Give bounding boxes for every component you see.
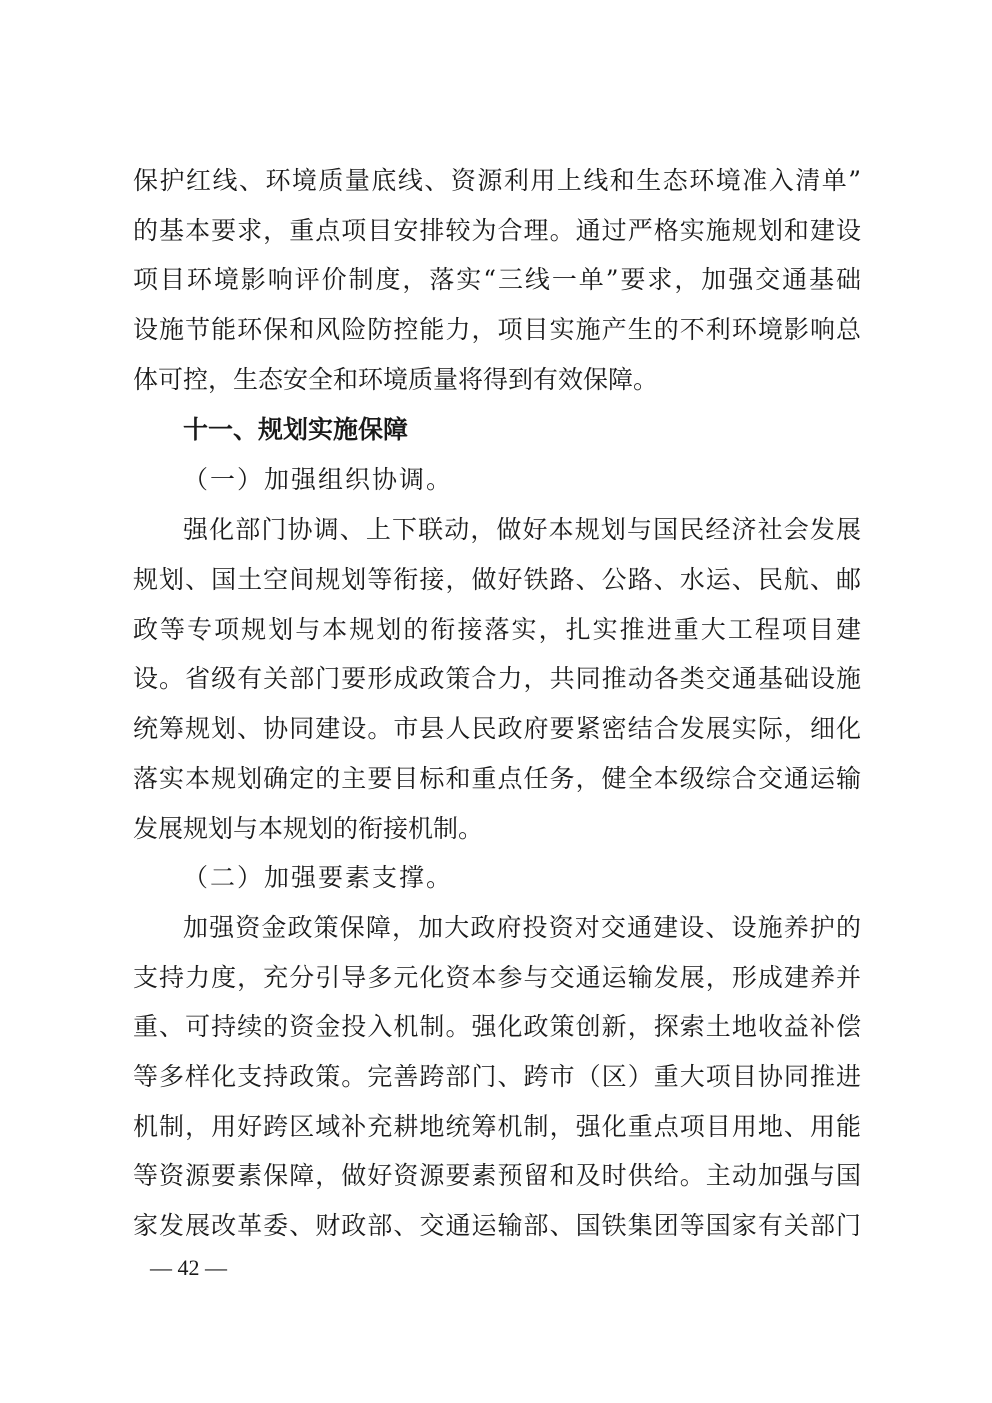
page-number: — 42 — [150,1255,227,1280]
subsection-2-line-2: 支持力度，充分引导多元化资本参与交通运输发展，形成建养并 [133,963,861,992]
subsection-2-line-3: 重、可持续的资金投入机制。强化政策创新，探索土地收益补偿 [133,1012,861,1041]
subsection-1-line-7: 发展规划与本规划的衔接机制。 [133,814,484,843]
section-heading: 十一、规划实施保障 [183,415,409,444]
paragraph-1-line-4: 设施节能环保和风险防控能力，项目实施产生的不利环境影响总 [133,315,861,344]
paragraph-1-line-5: 体可控，生态安全和环境质量将得到有效保障。 [133,365,659,394]
paragraph-1-line-1: 保护红线、环境质量底线、资源利用上线和生态环境准入清单” [133,166,861,195]
subsection-2-line-5: 机制，用好跨区域补充耕地统筹机制，强化重点项目用地、用能 [133,1112,861,1141]
subsection-1-line-2: 规划、国土空间规划等衔接，做好铁路、公路、水运、民航、邮 [133,565,861,594]
subsection-1-line-3: 政等专项规划与本规划的衔接落实，扎实推进重大工程项目建 [133,615,861,644]
subsection-1-line-1: 强化部门协调、上下联动，做好本规划与国民经济社会发展 [183,515,861,544]
subsection-1-title: （一）加强组织协调。 [183,465,454,494]
paragraph-1-line-2: 的基本要求，重点项目安排较为合理。通过严格实施规划和建设 [133,216,861,245]
subsection-2-title: （二）加强要素支撑。 [183,863,454,892]
subsection-2-line-4: 等多样化支持政策。完善跨部门、跨市（区）重大项目协同推进 [133,1062,861,1091]
subsection-2-line-7: 家发展改革委、财政部、交通运输部、国铁集团等国家有关部门 [133,1211,861,1240]
subsection-1-line-4: 设。省级有关部门要形成政策合力，共同推动各类交通基础设施 [133,664,861,693]
subsection-2-line-1: 加强资金政策保障，加大政府投资对交通建设、设施养护的 [183,913,861,942]
paragraph-1-line-3: 项目环境影响评价制度，落实“三线一单”要求，加强交通基础 [133,265,861,294]
subsection-1-line-6: 落实本规划确定的主要目标和重点任务，健全本级综合交通运输 [133,764,861,793]
subsection-1-line-5: 统筹规划、协同建设。市县人民政府要紧密结合发展实际，细化 [133,714,861,743]
subsection-2-line-6: 等资源要素保障，做好资源要素预留和及时供给。主动加强与国 [133,1161,861,1190]
